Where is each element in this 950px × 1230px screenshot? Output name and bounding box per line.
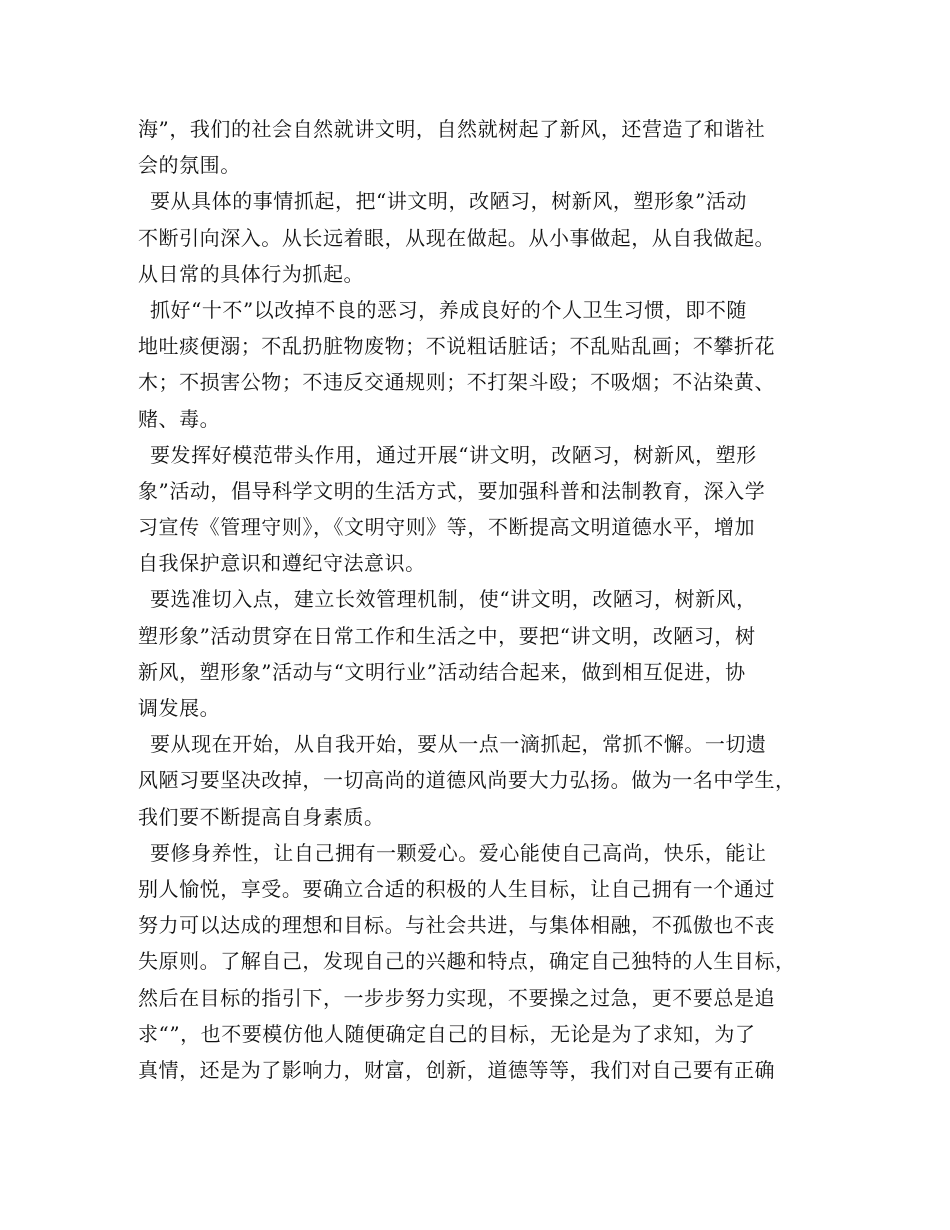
text-line: 地吐痰便溺；不乱扔脏物废物；不说粗话脏话；不乱贴乱画；不攀折花: [138, 334, 776, 359]
text-line: 调发展。: [138, 696, 221, 720]
document-body: [138, 111, 814, 1088]
text-line: 努力可以达成的理想和目标。与社会共进，与集体相融，不孤傲也不丧: [138, 913, 776, 938]
text-line: 从日常的具体行为抓起。: [138, 261, 365, 286]
text-line: 象”活动，倡导科学文明的生活方式，要加强科普和法制教育，深入学: [138, 478, 766, 503]
text-line: 会的氛围。: [138, 153, 241, 178]
text-line: 风陋习要坚决改掉，一切高尚的道德风尚要大力弘扬。做为一名中学生，: [138, 768, 796, 793]
text-line: 别人愉悦，享受。要确立合适的积极的人生目标，让自己拥有一个通过: [138, 876, 776, 901]
text-line: 自我保护意识和遵纪守法意识。: [138, 551, 426, 576]
text-line: 习宣传《管理守则》，《文明守则》等，不断提高文明道德水平，增加: [138, 515, 756, 540]
text-line: 要选准切入点，建立长效管理机制，使“讲文明，改陋习，树新风，: [150, 587, 757, 612]
text-line: 求“”，也不要模仿他人随便确定自己的目标，无论是为了求知，为了: [138, 1021, 756, 1046]
text-line: 赌、毒。: [138, 406, 221, 431]
text-line: 失原则。了解自己，发现自己的兴趣和特点，确定自己独特的人生目标，: [138, 949, 796, 974]
text-line: 塑形象”活动贯穿在日常工作和生活之中，要把“讲文明，改陋习，树: [138, 623, 756, 648]
text-line: 要从现在开始，从自我开始，要从一点一滴抓起，常抓不懈。一切遗: [150, 732, 767, 757]
text-line: 抓好“十不”以改掉不良的恶习，养成良好的个人卫生习惯，即不随: [150, 297, 747, 322]
text-line: 我们要不断提高自身素质。: [138, 804, 385, 829]
text-line: 木；不损害公物；不违反交通规则；不打架斗殴；不吸烟；不沾染黄、: [138, 370, 776, 395]
text-line: 新风，塑形象”活动与“文明行业”活动结合起来，做到相互促进，协: [138, 659, 746, 684]
text-line: 不断引向深入。从长远着眼，从现在做起。从小事做起，从自我做起。: [138, 225, 776, 250]
text-line: 海”，我们的社会自然就讲文明，自然就树起了新风，还营造了和谐社: [138, 117, 766, 141]
text-line: 真情，还是为了影响力，财富，创新，道德等等，我们对自己要有正确: [138, 1057, 776, 1082]
text-line: 要从具体的事情抓起，把“讲文明，改陋习，树新风，塑形象”活动: [150, 189, 747, 214]
text-line: 然后在目标的指引下，一步步努力实现，不要操之过急，更不要总是追: [138, 985, 776, 1010]
text-line: 要修身养性，让自己拥有一颗爱心。爱心能使自己高尚，快乐，能让: [150, 840, 767, 865]
text-line: 要发挥好模范带头作用，通过开展“讲文明，改陋习，树新风，塑形: [150, 442, 757, 467]
